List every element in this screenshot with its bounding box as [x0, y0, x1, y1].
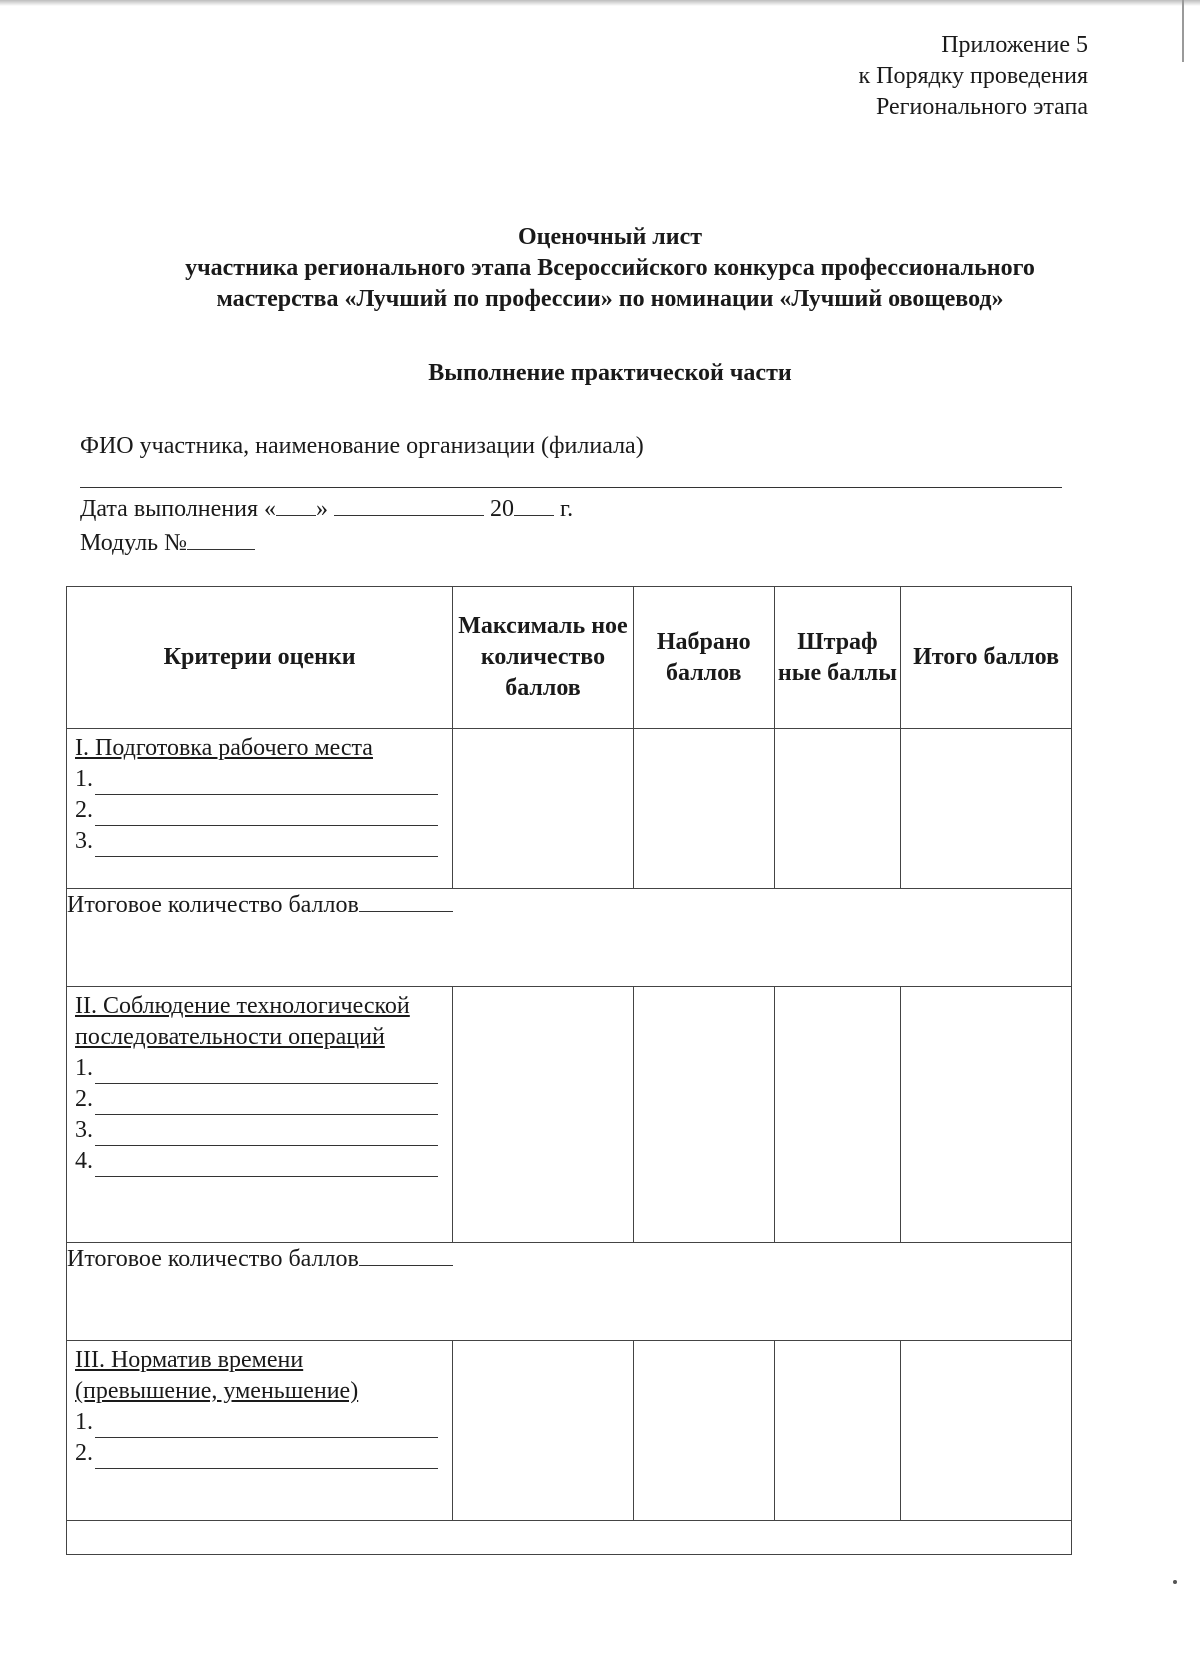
total-blank — [359, 1243, 453, 1266]
scan-edge — [1182, 0, 1184, 62]
penalty-points-cell — [774, 1341, 900, 1521]
year-suffix: г. — [554, 496, 574, 522]
list-item: 1. — [75, 1053, 444, 1084]
earned-points-cell — [633, 1341, 774, 1521]
criteria-cell — [67, 729, 453, 889]
evaluation-table — [66, 586, 1072, 1555]
table-row-empty — [67, 1521, 1072, 1555]
penalty-points-cell — [774, 987, 900, 1243]
year-blank — [514, 493, 554, 516]
list-item: 1. — [75, 764, 444, 795]
max-points-cell — [453, 987, 633, 1243]
list-item: 3. — [75, 826, 444, 857]
header-earned-points: Набрано баллов — [633, 587, 774, 729]
section-heading: II. Соблюдение технологической последовательности операций — [75, 993, 410, 1050]
date-label: Дата выполнения « — [80, 496, 277, 522]
title-line: Оценочный лист — [517, 224, 703, 250]
day-blank — [276, 493, 316, 516]
header-penalty-points: Штраф ные баллы — [774, 587, 900, 729]
list-item: 2. — [75, 1438, 444, 1469]
month-blank — [334, 493, 484, 516]
section-total-cell — [67, 889, 1072, 987]
title-line: мастерства «Лучший по профессии» по номинации «Лучший овощевод» — [216, 286, 1004, 312]
appendix-line: Регионального этапа — [875, 94, 1088, 120]
total-points-cell — [901, 729, 1072, 889]
module-blank — [187, 527, 255, 550]
module-field — [80, 527, 255, 557]
year-prefix: 20 — [484, 496, 515, 522]
list-item: 4. — [75, 1146, 444, 1177]
total-points-cell — [901, 987, 1072, 1243]
fio-fill-line — [80, 487, 1062, 488]
document-title — [100, 222, 1120, 315]
appendix-line: к Порядку проведения — [858, 63, 1088, 89]
table-header-row — [67, 587, 1072, 729]
earned-points-cell — [633, 987, 774, 1243]
header-max-points: Максималь ное количество баллов — [453, 587, 633, 729]
title-line: участника регионального этапа Всероссийского конкурса профессионального — [185, 255, 1035, 281]
section-heading: III. Норматив времени (превышение, уменьшение) — [75, 1347, 359, 1404]
earned-points-cell — [633, 729, 774, 889]
total-blank — [359, 889, 453, 912]
scan-speck — [1173, 1580, 1177, 1584]
appendix-line: Приложение 5 — [941, 32, 1088, 58]
total-label: Итоговое количество баллов — [67, 1246, 359, 1272]
section-heading: I. Подготовка рабочего места — [75, 735, 373, 761]
max-points-cell — [453, 1341, 633, 1521]
scan-edge — [0, 0, 1200, 6]
section-total-cell — [67, 1243, 1072, 1341]
table-row-section-2 — [67, 987, 1072, 1243]
document-subtitle: Выполнение практической части — [428, 360, 792, 386]
penalty-points-cell — [774, 729, 900, 889]
list-item: 3. — [75, 1115, 444, 1146]
criteria-cell — [67, 987, 453, 1243]
header-criteria: Критерии оценки — [67, 587, 453, 729]
total-label: Итоговое количество баллов — [67, 892, 359, 918]
appendix-reference — [858, 30, 1088, 123]
list-item: 1. — [75, 1407, 444, 1438]
table-row-total-2 — [67, 1243, 1072, 1341]
empty-cell — [67, 1521, 1072, 1555]
module-label: Модуль № — [80, 530, 188, 556]
list-item: 2. — [75, 795, 444, 826]
date-quote-close: » — [316, 496, 335, 522]
date-field — [80, 493, 573, 523]
list-item: 2. — [75, 1084, 444, 1115]
criteria-cell — [67, 1341, 453, 1521]
table-row-section-1 — [67, 729, 1072, 889]
header-total-points: Итого баллов — [901, 587, 1072, 729]
max-points-cell — [453, 729, 633, 889]
table-row-section-3 — [67, 1341, 1072, 1521]
table-row-total-1 — [67, 889, 1072, 987]
total-points-cell — [901, 1341, 1072, 1521]
fio-field-label: ФИО участника, наименование организации (филиала) — [80, 433, 644, 459]
